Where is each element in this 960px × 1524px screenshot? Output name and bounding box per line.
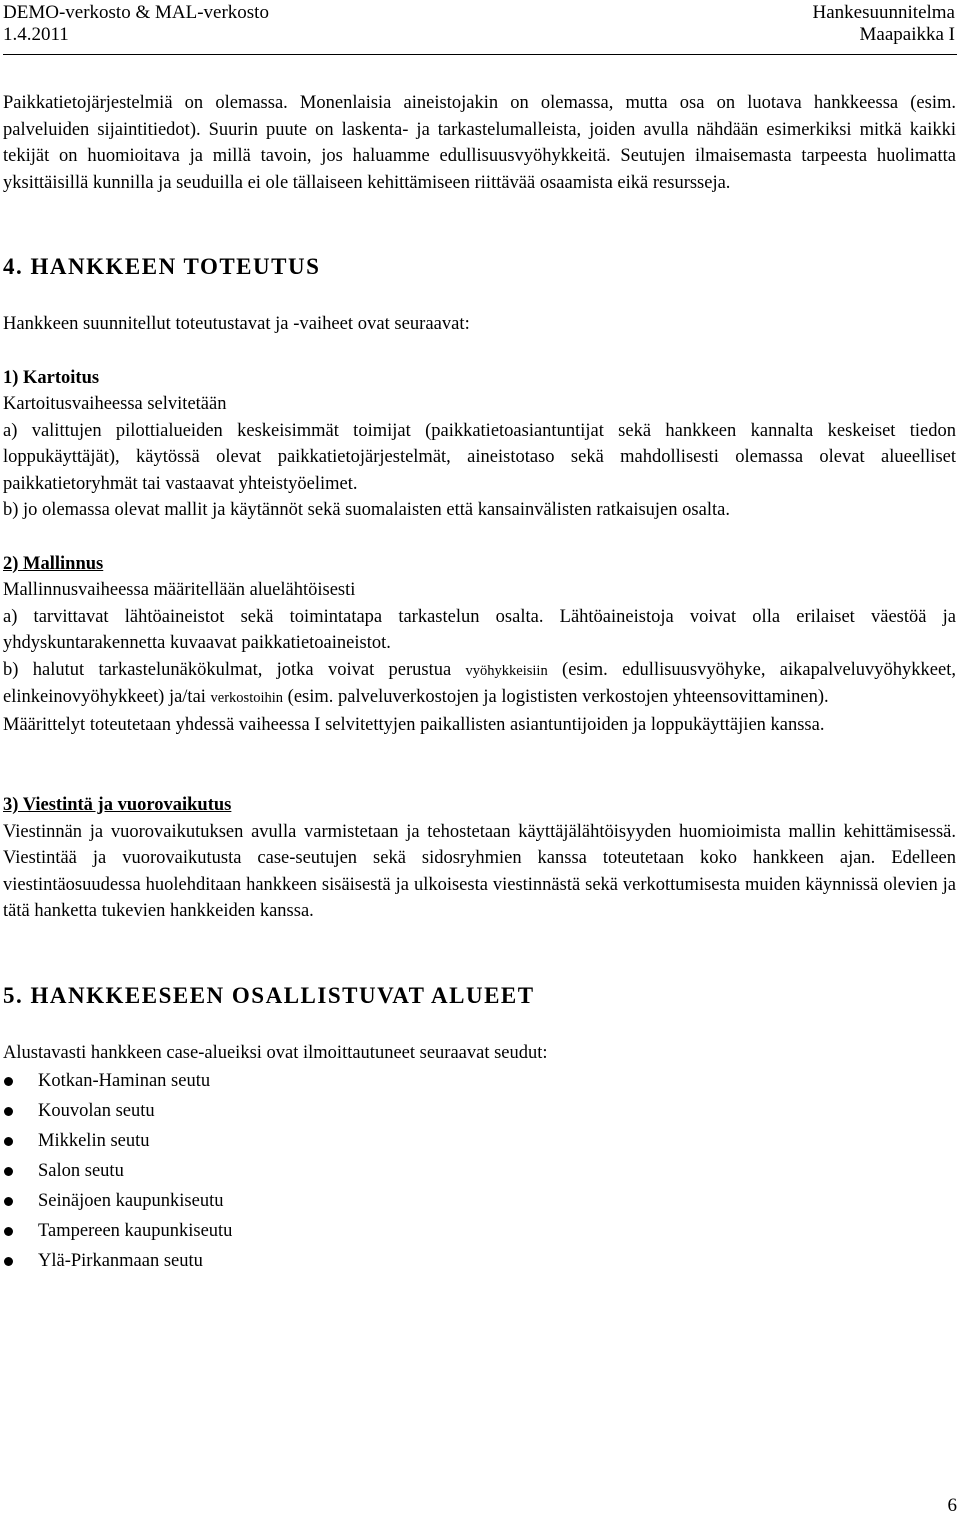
list-item bbox=[3, 1186, 956, 1216]
section-5-heading: 5. HANKKEESEEN OSALLISTUVAT ALUEET bbox=[3, 982, 535, 1008]
bullet-icon bbox=[4, 1167, 13, 1176]
page-number: 6 bbox=[947, 1495, 957, 1516]
phase-2-title: 2) Mallinnus bbox=[3, 553, 104, 574]
region-name: Kotkan-Haminan seutu bbox=[38, 1071, 211, 1091]
phase-1-item-a: a) valittujen pilottialueiden keskeisimmät toimijat (paikkatietoasiantuntijat sekä hankkeen kannalta keskeiset tiedon loppukäyttäjät), käytössä olevat paikkatietojärjestelmät, aineistotaso sekä mahdollisesti olemassa olevat alueelliset paikkatietoryhmät tai vastaavat yhteistyöelimet. bbox=[3, 420, 956, 494]
spacer bbox=[3, 284, 956, 311]
phase-2-item-b-part-1: b) halutut tarkastelunäkökulmat, jotka voivat perustua bbox=[3, 659, 452, 680]
section-4-heading: 4. HANKKEEN TOTEUTUS bbox=[3, 254, 321, 279]
section-4-lead: Hankkeen suunnitellut toteutustavat ja -vaiheet ovat seuraavat: bbox=[3, 313, 470, 334]
list-item bbox=[3, 1126, 956, 1156]
region-name: Salon seutu bbox=[38, 1161, 124, 1181]
bullet-icon bbox=[4, 1137, 13, 1146]
spacer bbox=[3, 223, 956, 250]
document-body bbox=[3, 90, 956, 1276]
list-item bbox=[3, 1096, 956, 1126]
phase-2-item-a: a) tarvittavat lähtöaineistot sekä toimintatapa tarkastelun osalta. Lähtöaineistoja voivat olla erilaiset väestöä ja yhdyskuntarakennetta kuvaavat paikkatietoaineistot. bbox=[3, 606, 956, 653]
phase-2-item-b bbox=[3, 657, 956, 712]
spacer bbox=[3, 925, 956, 979]
bullet-icon bbox=[4, 1227, 13, 1236]
phase-1-intro: Kartoitusvaiheessa selvitetään bbox=[3, 394, 227, 414]
section-5-lead: Alustavasti hankkeen case-alueiksi ovat ilmoittautuneet seuraavat seudut: bbox=[3, 1042, 548, 1063]
list-item bbox=[3, 1156, 956, 1186]
bullet-icon bbox=[4, 1077, 13, 1086]
phase-2-intro: Mallinnusvaiheessa määritellään aluelähtöisesti bbox=[3, 580, 356, 600]
phase-2-closing: Määrittelyt toteutetaan yhdessä vaiheessa I selvitettyjen paikallisten asiantuntijoiden ja loppukäyttäjien kanssa. bbox=[3, 714, 825, 735]
spacer bbox=[3, 1013, 956, 1040]
list-item bbox=[3, 1246, 956, 1276]
region-name: Mikkelin seutu bbox=[38, 1131, 150, 1151]
spacer bbox=[3, 196, 956, 223]
phase-1-item-b: b) jo olemassa olevat mallit ja käytännöt sekä suomalaisten että kansainvälisten ratkaisujen osalta. bbox=[3, 500, 730, 520]
header-date: 1.4.2011 bbox=[3, 24, 69, 45]
phase-2-item-b-zones: vyöhykkeisiin bbox=[465, 662, 548, 679]
page-header bbox=[3, 0, 957, 78]
phase-2-item-b-part-2: (esim. edullisuusvyöhyke, aikapalveluvyöhykkeet, elinkeinovyöhykkeet) ja/tai bbox=[3, 659, 956, 707]
bullet-icon bbox=[4, 1257, 13, 1266]
region-name: Tampereen kaupunkiseutu bbox=[38, 1221, 233, 1241]
list-item bbox=[3, 1216, 956, 1246]
header-project-name: DEMO-verkosto & MAL-verkosto bbox=[3, 2, 269, 23]
spacer bbox=[3, 338, 956, 365]
phase-1-title: 1) Kartoitus bbox=[3, 367, 100, 388]
bullet-icon bbox=[4, 1107, 13, 1116]
header-row-2 bbox=[3, 22, 957, 48]
header-rule bbox=[3, 54, 957, 55]
header-document-type: Hankesuunnitelma bbox=[812, 2, 955, 23]
list-item bbox=[3, 1066, 956, 1096]
spacer bbox=[3, 738, 956, 792]
region-name: Kouvolan seutu bbox=[38, 1101, 155, 1121]
region-name: Seinäjoen kaupunkiseutu bbox=[38, 1191, 224, 1211]
phase-3-text: Viestinnän ja vuorovaikutuksen avulla varmistetaan ja tehostetaan käyttäjälähtöisyyden huomioimista mallin kehittämisessä. Viestintää ja vuorovaikutusta case-seutujen sekä sidosryhmien kanssa toteutetaan koko hankkeen ajan. Edelleen viestintäosuudessa huolehditaan hankkeen sisäisestä ja ulkoisesta viestinnästä sekä verkottumisesta muiden käynnissä olevien ja tätä hanketta tukevien hankkeiden kanssa. bbox=[3, 821, 956, 921]
phase-3-title: 3) Viestintä ja vuorovaikutus bbox=[3, 795, 232, 815]
bullet-icon bbox=[4, 1197, 13, 1206]
phase-2-item-b-part-3: (esim. palveluverkostojen ja logististen verkostojen yhteensovittaminen). bbox=[287, 687, 829, 707]
spacer bbox=[3, 524, 956, 551]
intro-paragraph: Paikkatietojärjestelmiä on olemassa. Monenlaisia aineistojakin on olemassa, mutta osa on luotava hankkeessa (esim. palveluiden sijaintitiedot). Suurin puute on laskenta- ja tarkastelumalleista, joiden avulla nähdään esimerkiksi mitkä kaikki tekijät on huomioitava ja millä tavoin, jos haluamme edullisuusvyöhykkeitä. Seutujen ilmaisemasta tarpeesta huolimatta yksittäisillä kunnilla ja seuduilla ei ole tällaiseen kehittämiseen riittävää osaamista eikä resursseja. bbox=[3, 93, 956, 193]
header-project-code: Maapaikka I bbox=[859, 24, 955, 45]
region-list bbox=[3, 1066, 956, 1276]
region-name: Ylä-Pirkanmaan seutu bbox=[38, 1251, 203, 1271]
phase-2-item-b-networks: verkostoihin bbox=[210, 690, 284, 706]
